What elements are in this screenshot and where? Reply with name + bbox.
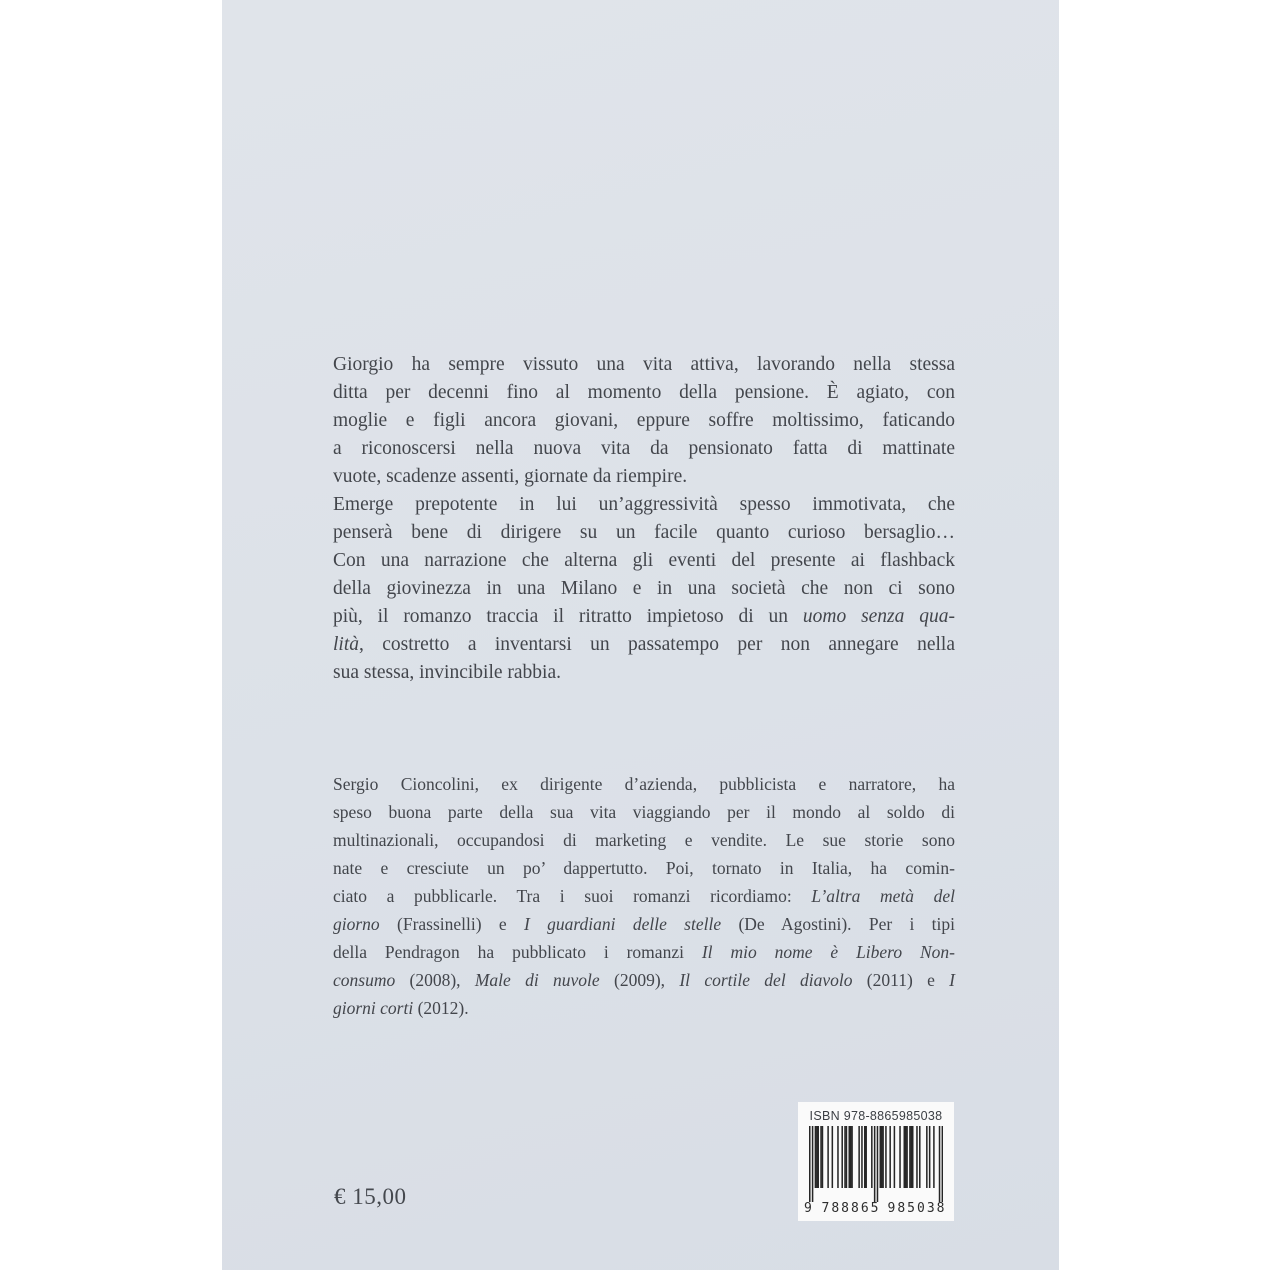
- author-bio-text: [333, 770, 955, 1022]
- barcode-digit-group: 9: [804, 1201, 812, 1216]
- text-line: Sergio Cioncolini, ex dirigente d’azienda, pubblicista e narratore, ha: [333, 774, 955, 794]
- barcode-digit-group: 788865: [821, 1201, 881, 1216]
- text-line: multinazionali, occupandosi di marketing e vendite. Le sue storie sono: [333, 830, 955, 850]
- text-line: Giorgio ha sempre vissuto una vita attiva, lavorando nella stessa: [333, 354, 955, 375]
- text-line: penserà bene di dirigere su un facile quanto curioso bersaglio…: [333, 522, 955, 543]
- barcode-digits: [804, 1201, 950, 1216]
- text-line: Con una narrazione che alterna gli eventi del presente ai flashback: [333, 550, 955, 571]
- text-line: ditta per decenni fino al momento della pensione. È agiato, con: [333, 382, 955, 403]
- synopsis-text: [333, 351, 955, 687]
- text-line: giorno (Frassinelli) e I guardiani delle stelle (De Agostini). Per i tipi: [333, 914, 956, 934]
- text-line: vuote, scadenze assenti, giornate da riempire.: [333, 466, 688, 487]
- text-line: nate e cresciute un po’ dappertutto. Poi, tornato in Italia, ha comin-: [333, 858, 955, 878]
- price-label: € 15,00: [334, 1184, 407, 1209]
- text-line: della giovinezza in una Milano e in una società che non ci sono: [333, 578, 955, 599]
- text-line: consumo (2008), Male di nuvole (2009), Il cortile del diavolo (2011) e I: [333, 970, 955, 990]
- text-line: a riconoscersi nella nuova vita da pensionato fatta di mattinate: [333, 438, 955, 459]
- barcode: [798, 1102, 954, 1221]
- text-line: sua stessa, invincibile rabbia.: [333, 662, 561, 683]
- text-line: lità, costretto a inventarsi un passatempo per non annegare nella: [333, 634, 955, 655]
- text-line: moglie e figli ancora giovani, eppure soffre moltissimo, faticando: [333, 410, 955, 431]
- text-line: ciato a pubblicarle. Tra i suoi romanzi ricordiamo: L’altra metà del: [333, 886, 956, 906]
- barcode-bars-icon: [809, 1126, 943, 1202]
- barcode-digit-group: 985038: [887, 1201, 947, 1216]
- text-line: speso buona parte della sua vita viaggiando per il mondo al soldo di: [333, 802, 955, 822]
- book-back-cover: [222, 0, 1059, 1270]
- text-line: giorni corti (2012).: [333, 998, 469, 1018]
- text-line: della Pendragon ha pubblicato i romanzi Il mio nome è Libero Non-: [333, 942, 955, 962]
- text-line: Emerge prepotente in lui un’aggressività spesso immotivata, che: [333, 494, 955, 515]
- text-line: più, il romanzo traccia il ritratto impietoso di un uomo senza qua-: [333, 606, 955, 627]
- isbn-label: ISBN 978-8865985038: [809, 1109, 943, 1123]
